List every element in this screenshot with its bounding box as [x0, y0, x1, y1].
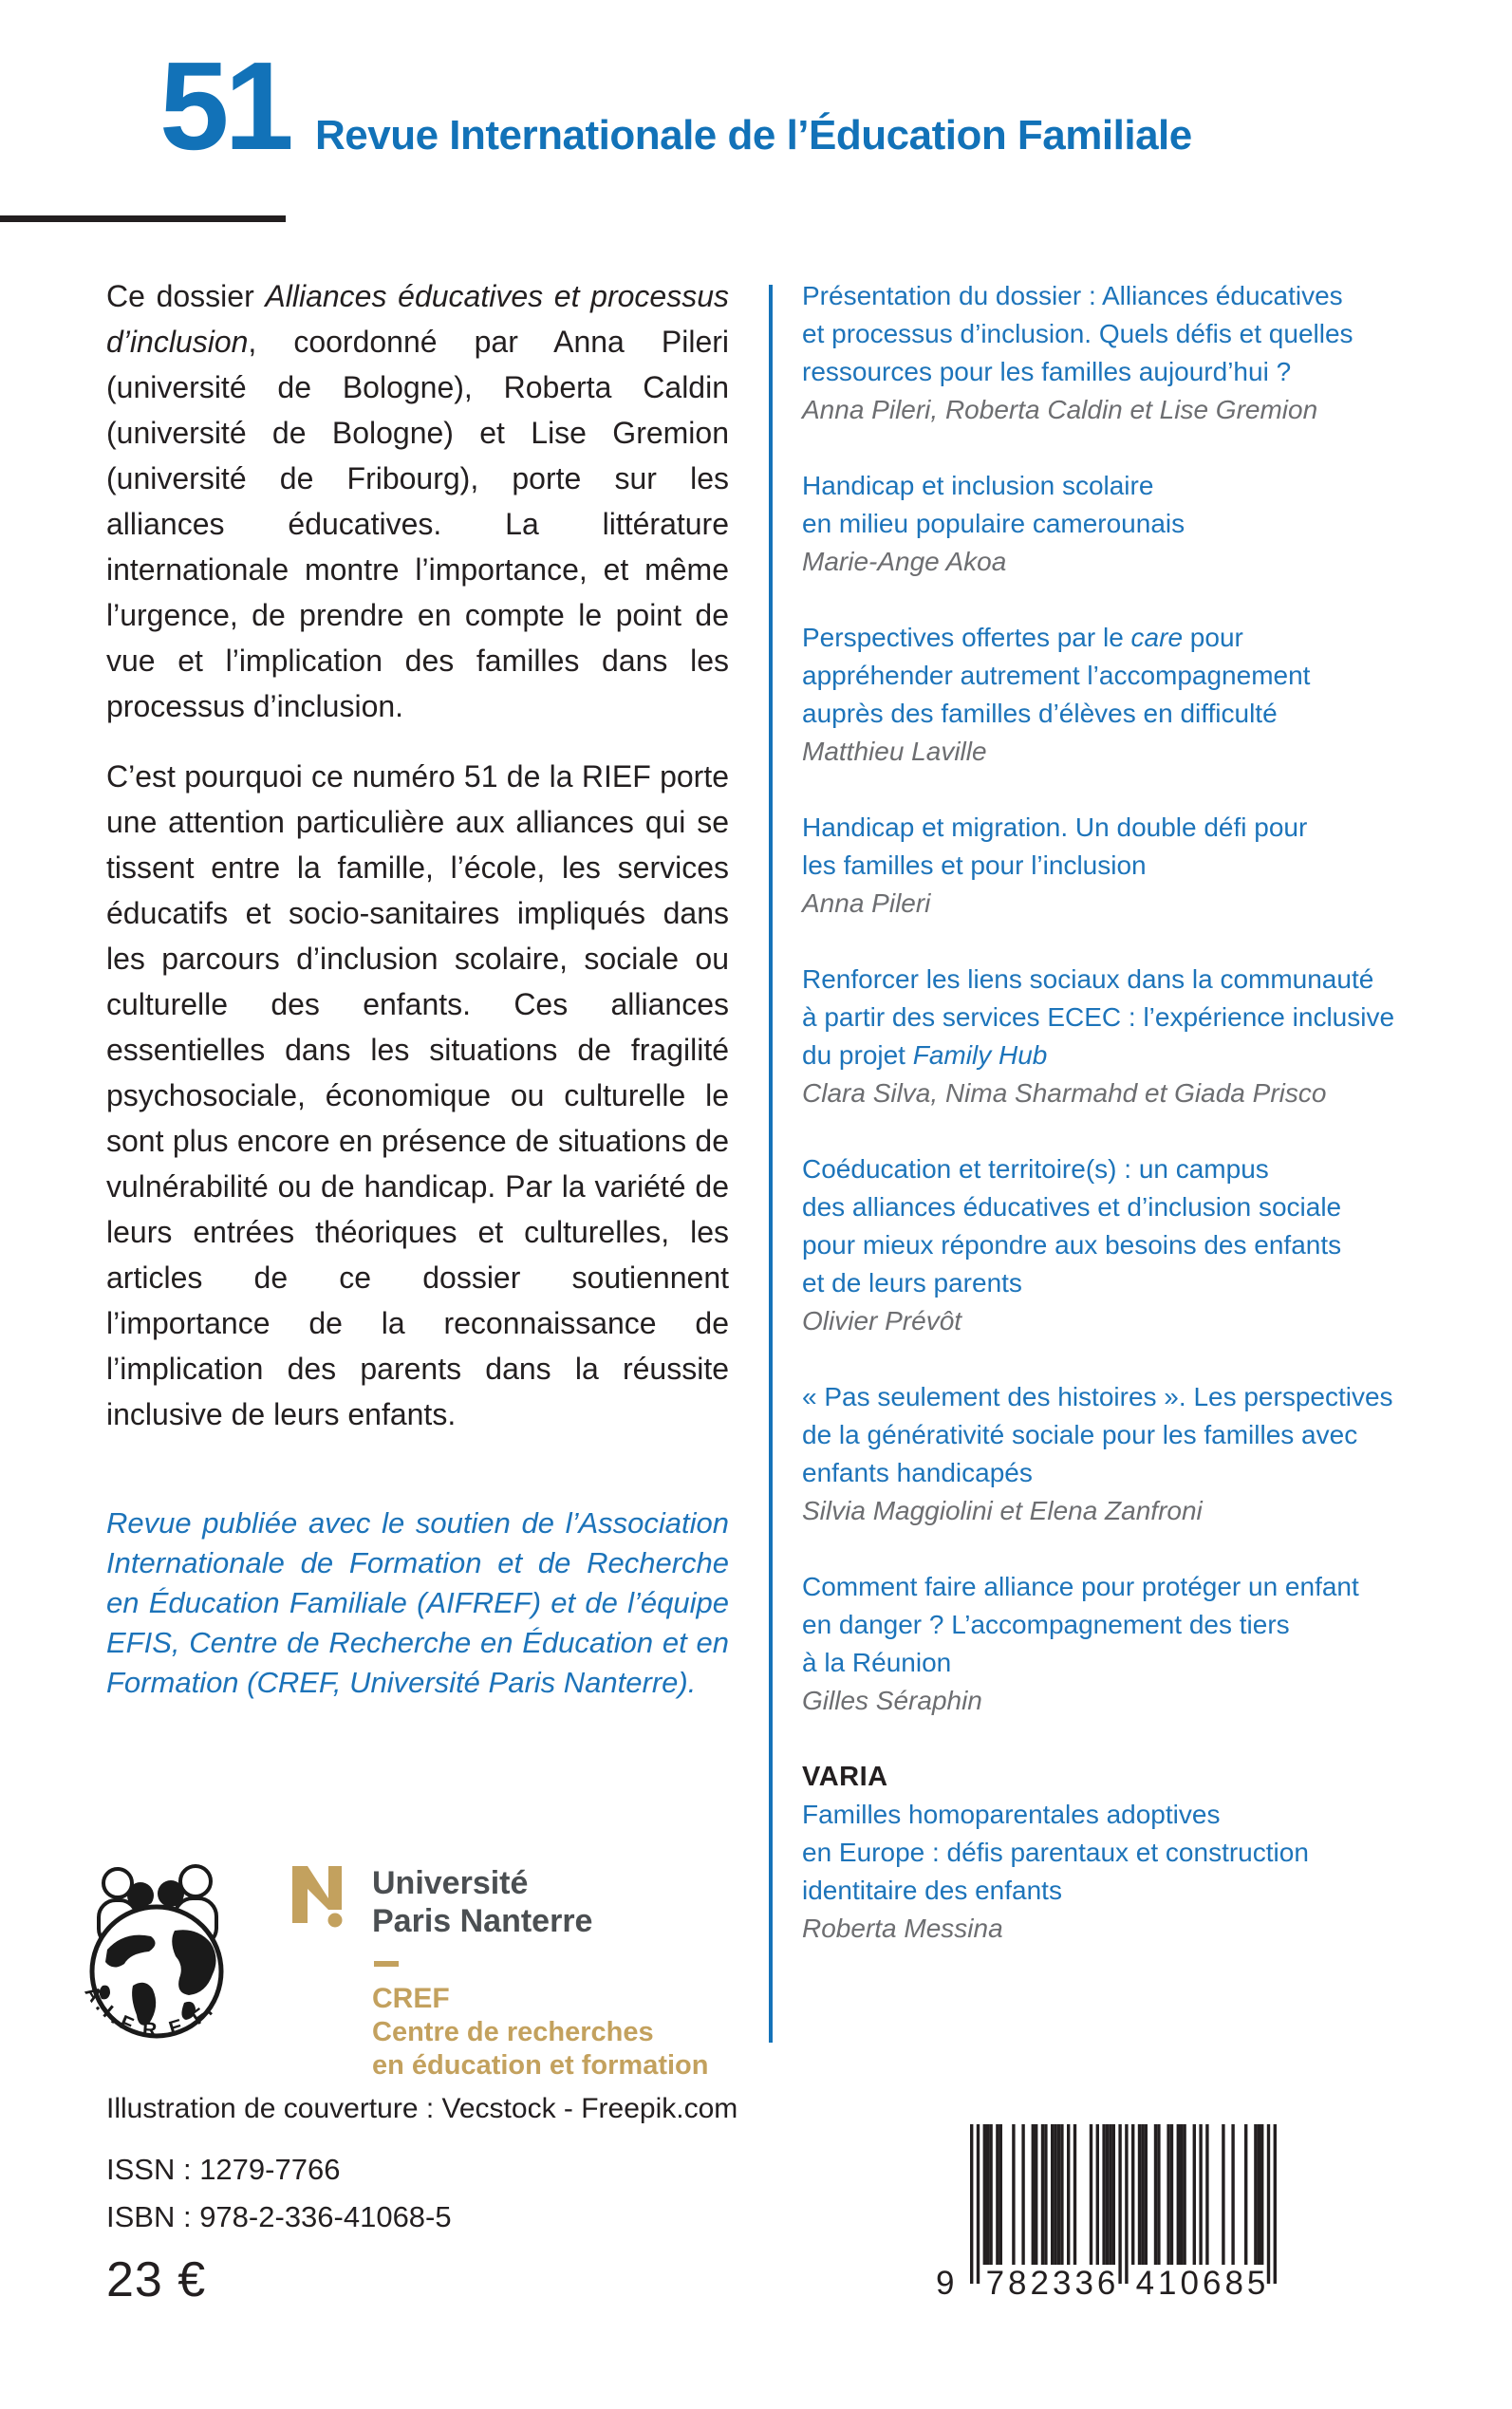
- barcode: [936, 2124, 1283, 2314]
- article-title: Coéducation et territoire(s) : un campus des alliances éducatives et d’inclusion sociale pour mieux répondre aux besoins des enfants et de leurs parents: [802, 1154, 1342, 1298]
- article-title: Présentation du dossier : Alliances éducatives et processus d’inclusion. Quels défis et quelles ressources pour les familles aujourd’hui ?: [802, 281, 1353, 386]
- toc-entry: [802, 1568, 1476, 1720]
- article-title: Familles homoparentales adoptives en Europe : défis parentaux et construction identitaire des enfants: [802, 1800, 1309, 1905]
- toc-vertical-rule: [769, 285, 773, 2043]
- toc-entry: [802, 467, 1476, 581]
- cref-subtitle-line1: Centre de recherches: [372, 2017, 654, 2047]
- support-note: Revue publiée avec le soutien de l’Association Internationale de Formation et de Recherche en Éducation Familiale (AIFREF) et de l’équipe EFIS, Centre de Recherche en Éducation et en Formation (CREF, Université Paris Nanterre).: [106, 1506, 729, 1699]
- article-title: Handicap et migration. Un double défi pour les familles et pour l’inclusion: [802, 812, 1308, 880]
- article-authors: Gilles Séraphin: [802, 1686, 982, 1715]
- header-rule: [0, 215, 286, 222]
- article-title: Handicap et inclusion scolaire en milieu populaire camerounais: [802, 471, 1185, 538]
- price: 23 €: [106, 2252, 207, 2307]
- cref-subtitle-line2: en éducation et formation: [372, 2050, 709, 2081]
- toc-section-heading: VARIA: [802, 1762, 888, 1792]
- aifref-logo: [65, 1843, 250, 2062]
- isbn: ISBN : 978-2-336-41068-5: [106, 2200, 452, 2233]
- article-authors: Anna Pileri: [802, 888, 931, 918]
- toc-entry: [802, 961, 1476, 1112]
- upn-name-line1: Université: [372, 1865, 529, 1901]
- summary-paragraph-1: Ce dossier Alliances éducatives et processus d’inclusion, coordonné par Anna Pileri (université de Bologne), Roberta Caldin (université de Bologne) et Lise Gremion (université de Fribourg), porte sur les alliances éducatives. La littérature internationale montre l’importance, et même l’urgence, de prendre en compte le point de vue et l’implication des familles dans les processus d’inclusion.: [106, 279, 729, 723]
- barcode-digits-left: 782336: [985, 2265, 1120, 2302]
- summary-paragraph-2: C’est pourquoi ce numéro 51 de la RIEF porte une attention particulière aux alliances qui se tissent entre la famille, l’école, les services éducatifs et socio-sanitaires impliqués dans les parcours d’inclusion scolaire, sociale ou culturelle des enfants. Ces alliances essentielles dans les situations de fragilité psychosociale, économique ou culturelle le sont plus encore en présence de situations de vulnérabilité ou de handicap. Par la variété de leurs entrées théoriques et culturelles, les articles de ce dossier soutiennent l’importance de la reconnaissance de l’implication des parents dans la réussite inclusive de leurs enfants.: [106, 759, 729, 1431]
- toc-entry: [802, 1796, 1476, 1948]
- upn-name-line2: Paris Nanterre: [372, 1903, 593, 1939]
- journal-title: Revue Internationale de l’Éducation Familiale: [315, 112, 1192, 159]
- cref-acronym: CREF: [372, 1983, 450, 2014]
- aifref-globe-icon: [65, 1843, 250, 2062]
- barcode-digit-first: 9: [936, 2265, 955, 2302]
- table-of-contents: [802, 277, 1476, 1986]
- issn: ISSN : 1279-7766: [106, 2153, 341, 2186]
- article-title: Renforcer les liens sociaux dans la communauté à partir des services ECEC : l’expérience inclusive du projet Family Hub: [802, 964, 1395, 1070]
- toc-entry: [802, 809, 1476, 923]
- summary-column: [106, 273, 729, 1703]
- article-authors: Matthieu Laville: [802, 737, 987, 766]
- toc-entry: [802, 619, 1476, 771]
- barcode-bars: [970, 2124, 1277, 2284]
- paris-nanterre-logo: [290, 1862, 708, 2082]
- issue-number: 51: [159, 36, 289, 176]
- article-title: « Pas seulement des histoires ». Les perspectives de la générativité sociale pour les familles avec enfants handicapés: [802, 1382, 1393, 1487]
- article-authors: Roberta Messina: [802, 1914, 1003, 1943]
- barcode-digits-right: 410685: [1135, 2265, 1270, 2302]
- upn-dash: [374, 1961, 399, 1967]
- article-title: Comment faire alliance pour protéger un enfant en danger ? L’accompagnement des tiers à la Réunion: [802, 1572, 1359, 1677]
- toc-entry: [802, 1150, 1476, 1340]
- illustration-credit: Illustration de couverture : Vecstock - Freepik.com: [106, 2093, 738, 2124]
- toc-entry: [802, 1378, 1476, 1530]
- article-authors: Anna Pileri, Roberta Caldin et Lise Gremion: [802, 395, 1318, 424]
- article-authors: Clara Silva, Nima Sharmahd et Giada Prisco: [802, 1078, 1327, 1108]
- article-authors: Marie-Ange Akoa: [802, 547, 1007, 576]
- toc-entry: [802, 277, 1476, 429]
- aifref-label: A.I.F.R.E.F.: [80, 1982, 221, 2042]
- paris-nanterre-monogram-icon: [290, 1862, 347, 1931]
- article-authors: Silvia Maggiolini et Elena Zanfroni: [802, 1496, 1203, 1525]
- article-authors: Olivier Prévôt: [802, 1306, 962, 1335]
- article-title: Perspectives offertes par le care pour appréhender autrement l’accompagnement auprès des familles d’élèves en difficulté: [802, 623, 1311, 728]
